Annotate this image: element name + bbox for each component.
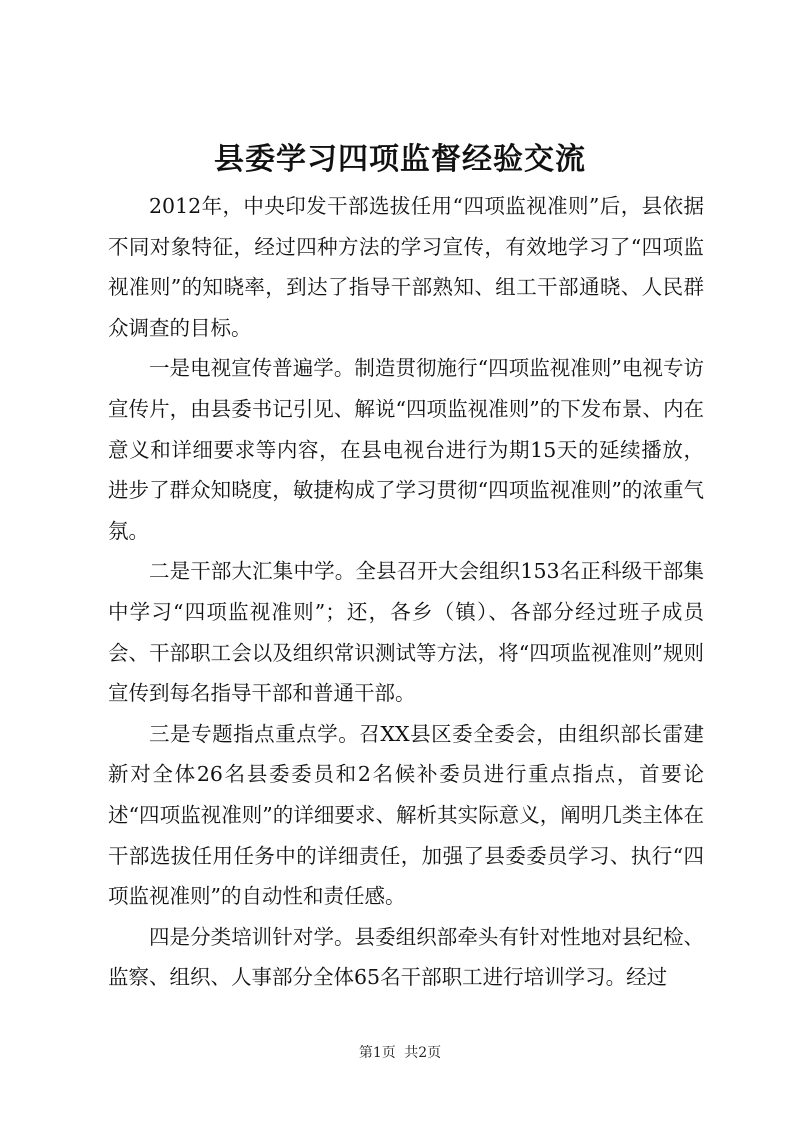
- page-total: 共2页: [404, 1045, 442, 1061]
- paragraph-tv-publicity: 一是电视宣传普遍学。制造贯彻施行“四项监视准则”电视专访宣传片，由县委书记引见、解说“四项监视准则”的下发布景、内在意义和详细要求等内容，在县电视台进行为期15天的延续播放，进步了群众知晓度，敏捷构成了学习贯彻“四项监视准则”的浓重气氛。: [108, 356, 704, 543]
- paragraph-cadre-study: 二是干部大汇集中学。全县召开大会组织153名正科级干部集中学习“四项监视准则”；还，各乡（镇）、各部分经过班子成员会、干部职工会以及组织常识测试等方法，将“四项监视准则”规则宣传到每名指导干部和普通干部。: [108, 559, 704, 706]
- document-title: 县委学习四项监督经验交流: [214, 142, 586, 177]
- paragraph-category-training: 四是分类培训针对学。县委组织部牵头有针对性地对县纪检、监察、组织、人事部分全体65名干部职工进行培训学习。经过: [108, 924, 704, 990]
- page-footer: [0, 1043, 800, 1063]
- paragraph-intro: 2012年，中央印发干部选拔任用“四项监视准则”后，县依据不同对象特征，经过四种方法的学习宣传，有效地学习了“四项监视准则”的知晓率，到达了指导干部熟知、组工干部通晓、人民群众调查的目标。: [108, 194, 704, 340]
- document-body: [108, 186, 704, 998]
- page-number: 第1页: [358, 1045, 396, 1061]
- paragraph-special-guidance: 三是专题指点重点学。召XX县区委全委会，由组织部长雷建新对全体26名县委委员和2名候补委员进行重点指点，首要论述“四项监视准则”的详细要求、解析其实际意义，阐明几类主体在干部选拔任用任务中的详细责任，加强了县委委员学习、执行“四项监视准则”的自动性和责任感。: [108, 721, 704, 909]
